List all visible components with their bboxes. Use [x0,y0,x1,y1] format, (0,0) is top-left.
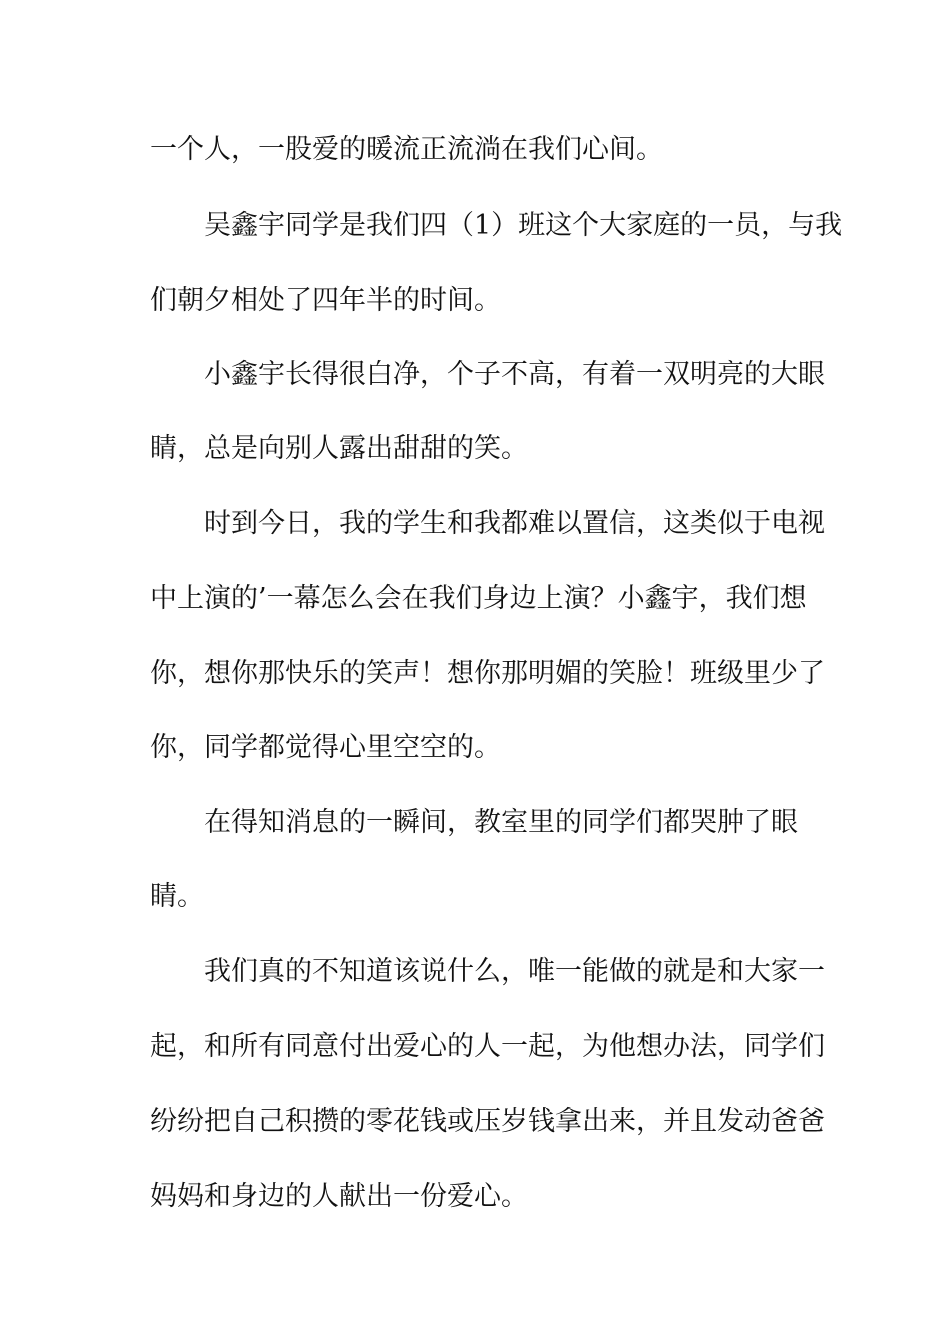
paragraph-first-line: 小鑫宇长得很白净，个子不高，有着一双明亮的大眼 [204,359,825,390]
text-line: 你，想你那快乐的笑声！想你那明媚的笑脸！班级里少了 [150,658,825,689]
text-line: 一个人，一股爱的暖流正流淌在我们心间。 [150,134,663,165]
text-line: 纷纷把自己积攒的零花钱或压岁钱拿出来，并且发动爸爸 [150,1106,825,1137]
text-line: 起，和所有同意付出爱心的人一起，为他想办法，同学们 [150,1031,825,1062]
text-line: 妈妈和身边的人献出一份爱心。 [150,1181,528,1212]
paragraph-first-line: 时到今日，我的学生和我都难以置信，这类似于电视 [204,508,825,539]
text-line: 睛。 [150,881,204,912]
paragraph-first-line: 吴鑫宇同学是我们四（1）班这个大家庭的一员，与我 [204,210,843,241]
paragraph-first-line: 我们真的不知道该说什么，唯一能做的就是和大家一 [204,956,825,987]
text-line: 们朝夕相处了四年半的时间。 [150,285,501,316]
text-line: 睛，总是向别人露出甜甜的笑。 [150,433,528,464]
text-line: 你，同学都觉得心里空空的。 [150,732,501,763]
paragraph-first-line: 在得知消息的一瞬间，教室里的同学们都哭肿了眼 [204,807,798,838]
text-line: 中上演的’一幕怎么会在我们身边上演？小鑫宇，我们想 [150,583,807,614]
